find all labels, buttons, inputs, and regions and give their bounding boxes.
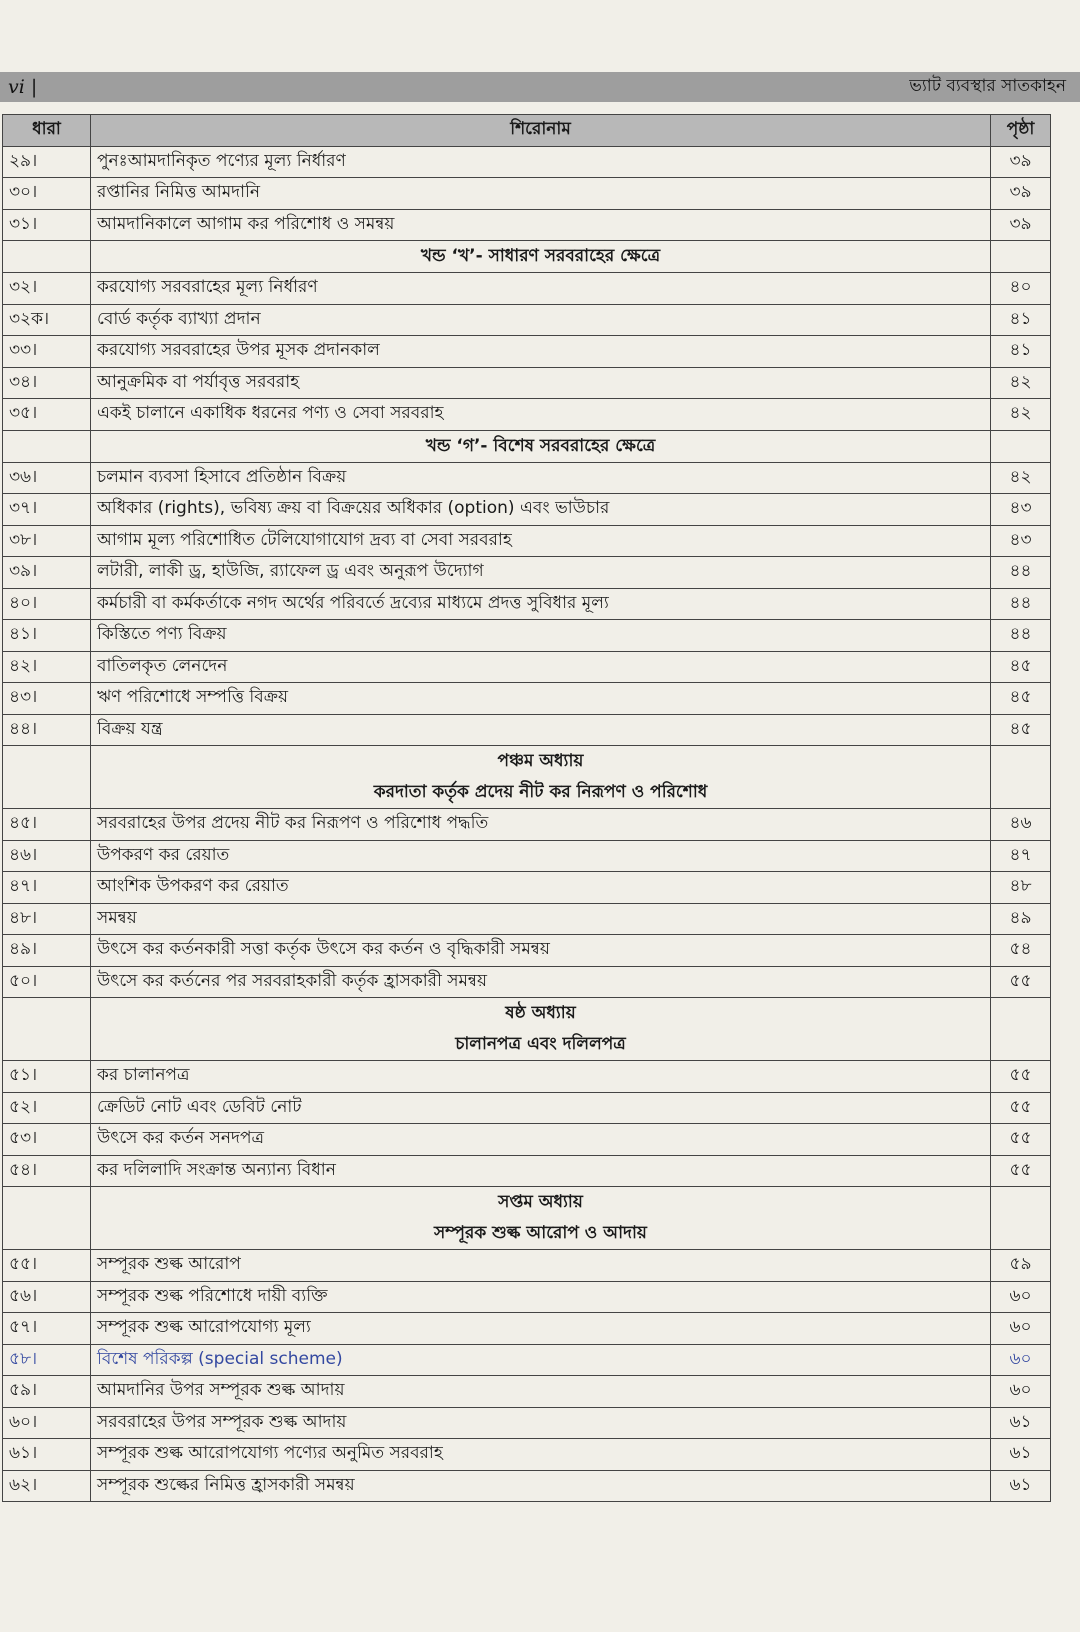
table-row <box>3 399 1051 431</box>
page-ref: ৪৩ <box>991 494 1051 526</box>
table-row <box>3 1061 1051 1093</box>
section-number: ৩৪। <box>3 367 91 399</box>
table-row <box>3 620 1051 652</box>
section-title: বিক্রয় যন্ত্র <box>91 714 991 746</box>
section-number: ৪১। <box>3 620 91 652</box>
page-ref: ৪১ <box>991 336 1051 368</box>
heading-section-cell <box>3 1187 91 1250</box>
table-row <box>3 304 1051 336</box>
section-number: ৪৩। <box>3 683 91 715</box>
page-ref: ৪২ <box>991 462 1051 494</box>
page-ref: ৬০ <box>991 1281 1051 1313</box>
section-title: লটারী, লাকী ড্র, হাউজি, র‌্যাফেল ড্র এবং অনুরূপ উদ্যোগ <box>91 557 991 589</box>
section-number: ৩৫। <box>3 399 91 431</box>
heading-section-cell <box>3 430 91 462</box>
table-row <box>3 809 1051 841</box>
page-ref: ৪০ <box>991 273 1051 305</box>
page-ref: ৫৫ <box>991 1155 1051 1187</box>
section-title: চলমান ব্যবসা হিসাবে প্রতিষ্ঠান বিক্রয় <box>91 462 991 494</box>
section-title: উৎসে কর কর্তন সনদপত্র <box>91 1124 991 1156</box>
table-row <box>3 273 1051 305</box>
page-ref: ৬১ <box>991 1470 1051 1502</box>
table-row <box>3 1281 1051 1313</box>
heading-section-cell <box>3 998 91 1061</box>
section-number[interactable]: ৫৮। <box>3 1344 91 1376</box>
page-number: vi | <box>8 76 38 98</box>
page-ref: ৫৫ <box>991 1124 1051 1156</box>
section-number: ৩০। <box>3 178 91 210</box>
chapter-heading-row <box>3 430 1051 462</box>
page-ref: ৪৫ <box>991 714 1051 746</box>
heading-line: সপ্তম অধ্যায় <box>498 1192 583 1212</box>
contents-table <box>2 114 1051 1502</box>
heading-page-cell <box>991 1187 1051 1250</box>
page-ref: ৪৮ <box>991 872 1051 904</box>
section-number: ৩৩। <box>3 336 91 368</box>
page-ref: ৪২ <box>991 399 1051 431</box>
page-ref: ৫৯ <box>991 1250 1051 1282</box>
page-ref: ৪১ <box>991 304 1051 336</box>
page-ref: ৬০ <box>991 1376 1051 1408</box>
heading-page-cell <box>991 430 1051 462</box>
contents-body <box>3 146 1051 1502</box>
heading-title-cell <box>91 746 991 809</box>
heading-page-cell <box>991 998 1051 1061</box>
table-row-link[interactable] <box>3 1344 1051 1376</box>
running-title: ভ্যাট ব্যবস্থার সাতকাহন <box>909 76 1066 96</box>
table-row <box>3 1376 1051 1408</box>
section-title: কর দলিলাদি সংক্রান্ত অন্যান্য বিধান <box>91 1155 991 1187</box>
section-number: ৫৬। <box>3 1281 91 1313</box>
table-row <box>3 1439 1051 1471</box>
section-title: একই চালানে একাধিক ধরনের পণ্য ও সেবা সরবরাহ <box>91 399 991 431</box>
section-title: ঋণ পরিশোধে সম্পত্তি বিক্রয় <box>91 683 991 715</box>
section-number: ২৯। <box>3 146 91 178</box>
chapter-heading-row <box>3 241 1051 273</box>
section-title: কর চালানপত্র <box>91 1061 991 1093</box>
heading-title-cell <box>91 998 991 1061</box>
chapter-heading-row <box>3 998 1051 1061</box>
page-header <box>0 72 1080 102</box>
page-ref: ৫৫ <box>991 1061 1051 1093</box>
section-title: রপ্তানির নিমিত্ত আমদানি <box>91 178 991 210</box>
page-ref: ৪৭ <box>991 840 1051 872</box>
page-ref: ৪৯ <box>991 903 1051 935</box>
page-ref: ৬১ <box>991 1407 1051 1439</box>
chapter-heading-row <box>3 1187 1051 1250</box>
section-title: সম্পূরক শুল্কের নিমিত্ত হ্রাসকারী সমন্বয় <box>91 1470 991 1502</box>
section-title: ক্রেডিট নোট এবং ডেবিট নোট <box>91 1092 991 1124</box>
page-ref: ৪৫ <box>991 683 1051 715</box>
section-number: ৫৩। <box>3 1124 91 1156</box>
heading-line: খন্ড ‘গ’- বিশেষ সরবরাহের ক্ষেত্রে <box>425 435 656 456</box>
table-row <box>3 1407 1051 1439</box>
section-number: ৩২ক। <box>3 304 91 336</box>
section-number: ৬১। <box>3 1439 91 1471</box>
section-title: উপকরণ কর রেয়াত <box>91 840 991 872</box>
table-row <box>3 1250 1051 1282</box>
section-number: ৫০। <box>3 966 91 998</box>
table-row <box>3 935 1051 967</box>
section-title: সরবরাহের উপর সম্পূরক শুল্ক আদায় <box>91 1407 991 1439</box>
section-number: ৩৬। <box>3 462 91 494</box>
section-number: ৫৭। <box>3 1313 91 1345</box>
table-row <box>3 840 1051 872</box>
heading-line: খন্ড ‘খ’- সাধারণ সরবরাহের ক্ষেত্রে <box>420 246 661 266</box>
section-title: করযোগ্য সরবরাহের মূল্য নির্ধারণ <box>91 273 991 305</box>
page-ref: ৪৫ <box>991 651 1051 683</box>
table-row <box>3 146 1051 178</box>
section-title: সম্পূরক শুল্ক আরোপযোগ্য পণ্যের অনুমিত সরবরাহ <box>91 1439 991 1471</box>
table-row <box>3 714 1051 746</box>
page-ref: ৪৪ <box>991 620 1051 652</box>
page-ref: ৫৫ <box>991 1092 1051 1124</box>
section-number: ৪৯। <box>3 935 91 967</box>
heading-line: ষষ্ঠ অধ্যায় <box>505 1003 576 1023</box>
page-ref: ৫৫ <box>991 966 1051 998</box>
table-row <box>3 1124 1051 1156</box>
table-row <box>3 651 1051 683</box>
section-number: ৩৭। <box>3 494 91 526</box>
section-number: ৪৪। <box>3 714 91 746</box>
heading-line: সম্পূরক শুল্ক আরোপ ও আদায় <box>434 1223 647 1243</box>
section-number: ৪৬। <box>3 840 91 872</box>
section-title: কিস্তিতে পণ্য বিক্রয় <box>91 620 991 652</box>
table-row <box>3 588 1051 620</box>
page-ref: ৪৩ <box>991 525 1051 557</box>
table-row <box>3 525 1051 557</box>
table-row <box>3 557 1051 589</box>
table-row <box>3 1313 1051 1345</box>
table-row <box>3 1155 1051 1187</box>
table-row <box>3 1470 1051 1502</box>
table-row <box>3 903 1051 935</box>
section-number: ৩২। <box>3 273 91 305</box>
table-row <box>3 178 1051 210</box>
section-title: পুনঃআমদানিকৃত পণ্যের মূল্য নির্ধারণ <box>91 146 991 178</box>
section-number: ৪৫। <box>3 809 91 841</box>
heading-line: করদাতা কর্তৃক প্রদেয় নীট কর নিরূপণ ও পরিশোধ <box>373 782 708 802</box>
heading-title-cell <box>91 241 991 273</box>
section-title: আগাম মূল্য পরিশোধিত টেলিযোগাযোগ দ্রব্য বা সেবা সরবরাহ <box>91 525 991 557</box>
column-header-page: পৃষ্ঠা <box>991 115 1051 147</box>
page-ref: ৪৬ <box>991 809 1051 841</box>
heading-title-cell <box>91 1187 991 1250</box>
section-number: ৫১। <box>3 1061 91 1093</box>
section-number: ৫৪। <box>3 1155 91 1187</box>
table-header-row <box>3 115 1051 147</box>
heading-line: চালানপত্র এবং দলিলপত্র <box>455 1034 626 1054</box>
table-row <box>3 209 1051 241</box>
page-ref[interactable]: ৬০ <box>991 1344 1051 1376</box>
section-number: ৪৮। <box>3 903 91 935</box>
table-row <box>3 462 1051 494</box>
page-ref: ৬০ <box>991 1313 1051 1345</box>
section-number: ৩১। <box>3 209 91 241</box>
heading-page-cell <box>991 746 1051 809</box>
table-row <box>3 494 1051 526</box>
section-number: ৪২। <box>3 651 91 683</box>
section-title: আংশিক উপকরণ কর রেয়াত <box>91 872 991 904</box>
section-title: সম্পূরক শুল্ক আরোপযোগ্য মূল্য <box>91 1313 991 1345</box>
section-title: বাতিলকৃত লেনদেন <box>91 651 991 683</box>
table-row <box>3 336 1051 368</box>
page-ref: ৩৯ <box>991 209 1051 241</box>
page-ref: ৬১ <box>991 1439 1051 1471</box>
section-title: সম্পূরক শুল্ক পরিশোধে দায়ী ব্যক্তি <box>91 1281 991 1313</box>
section-number: ৩৮। <box>3 525 91 557</box>
page-ref: ৪২ <box>991 367 1051 399</box>
section-title: করযোগ্য সরবরাহের উপর মূসক প্রদানকাল <box>91 336 991 368</box>
page-ref: ৪৪ <box>991 588 1051 620</box>
section-title: কর্মচারী বা কর্মকর্তাকে নগদ অর্থের পরিবর্তে দ্রব্যের মাধ্যমে প্রদত্ত সুবিধার মূল্য <box>91 588 991 620</box>
column-header-title: শিরোনাম <box>91 115 991 147</box>
page-ref: ৩৯ <box>991 178 1051 210</box>
section-title: সম্পূরক শুল্ক আরোপ <box>91 1250 991 1282</box>
section-title: উৎসে কর কর্তনকারী সত্তা কর্তৃক উৎসে কর কর্তন ও বৃদ্ধিকারী সমন্বয় <box>91 935 991 967</box>
table-row <box>3 367 1051 399</box>
page-ref: ৪৪ <box>991 557 1051 589</box>
table-row <box>3 966 1051 998</box>
section-title: অধিকার (rights), ভবিষ্য ক্রয় বা বিক্রয়ের অধিকার (option) এবং ভাউচার <box>91 494 991 526</box>
heading-line: পঞ্চম অধ্যায় <box>497 751 584 771</box>
section-number: ৫২। <box>3 1092 91 1124</box>
table-row <box>3 1092 1051 1124</box>
section-title: আমদানির উপর সম্পূরক শুল্ক আদায় <box>91 1376 991 1408</box>
section-title: আনুক্রমিক বা পর্যাবৃত্ত সরবরাহ <box>91 367 991 399</box>
section-title: বোর্ড কর্তৃক ব্যাখ্যা প্রদান <box>91 304 991 336</box>
section-title[interactable]: বিশেষ পরিকল্প (special scheme) <box>91 1344 991 1376</box>
heading-page-cell <box>991 241 1051 273</box>
section-number: ৬২। <box>3 1470 91 1502</box>
page-ref: ৩৯ <box>991 146 1051 178</box>
table-row <box>3 872 1051 904</box>
table-row <box>3 683 1051 715</box>
section-number: ৫৯। <box>3 1376 91 1408</box>
section-title: উৎসে কর কর্তনের পর সরবরাহকারী কর্তৃক হ্রাসকারী সমন্বয় <box>91 966 991 998</box>
column-header-section: ধারা <box>3 115 91 147</box>
section-title: সরবরাহের উপর প্রদেয় নীট কর নিরূপণ ও পরিশোধ পদ্ধতি <box>91 809 991 841</box>
section-number: ৪৭। <box>3 872 91 904</box>
section-number: ৫৫। <box>3 1250 91 1282</box>
section-title: আমদানিকালে আগাম কর পরিশোধ ও সমন্বয় <box>91 209 991 241</box>
heading-section-cell <box>3 746 91 809</box>
page-ref: ৫৪ <box>991 935 1051 967</box>
section-number: ৬০। <box>3 1407 91 1439</box>
section-number: ৪০। <box>3 588 91 620</box>
section-title: সমন্বয় <box>91 903 991 935</box>
heading-section-cell <box>3 241 91 273</box>
chapter-heading-row <box>3 746 1051 809</box>
section-number: ৩৯। <box>3 557 91 589</box>
heading-title-cell <box>91 430 991 462</box>
